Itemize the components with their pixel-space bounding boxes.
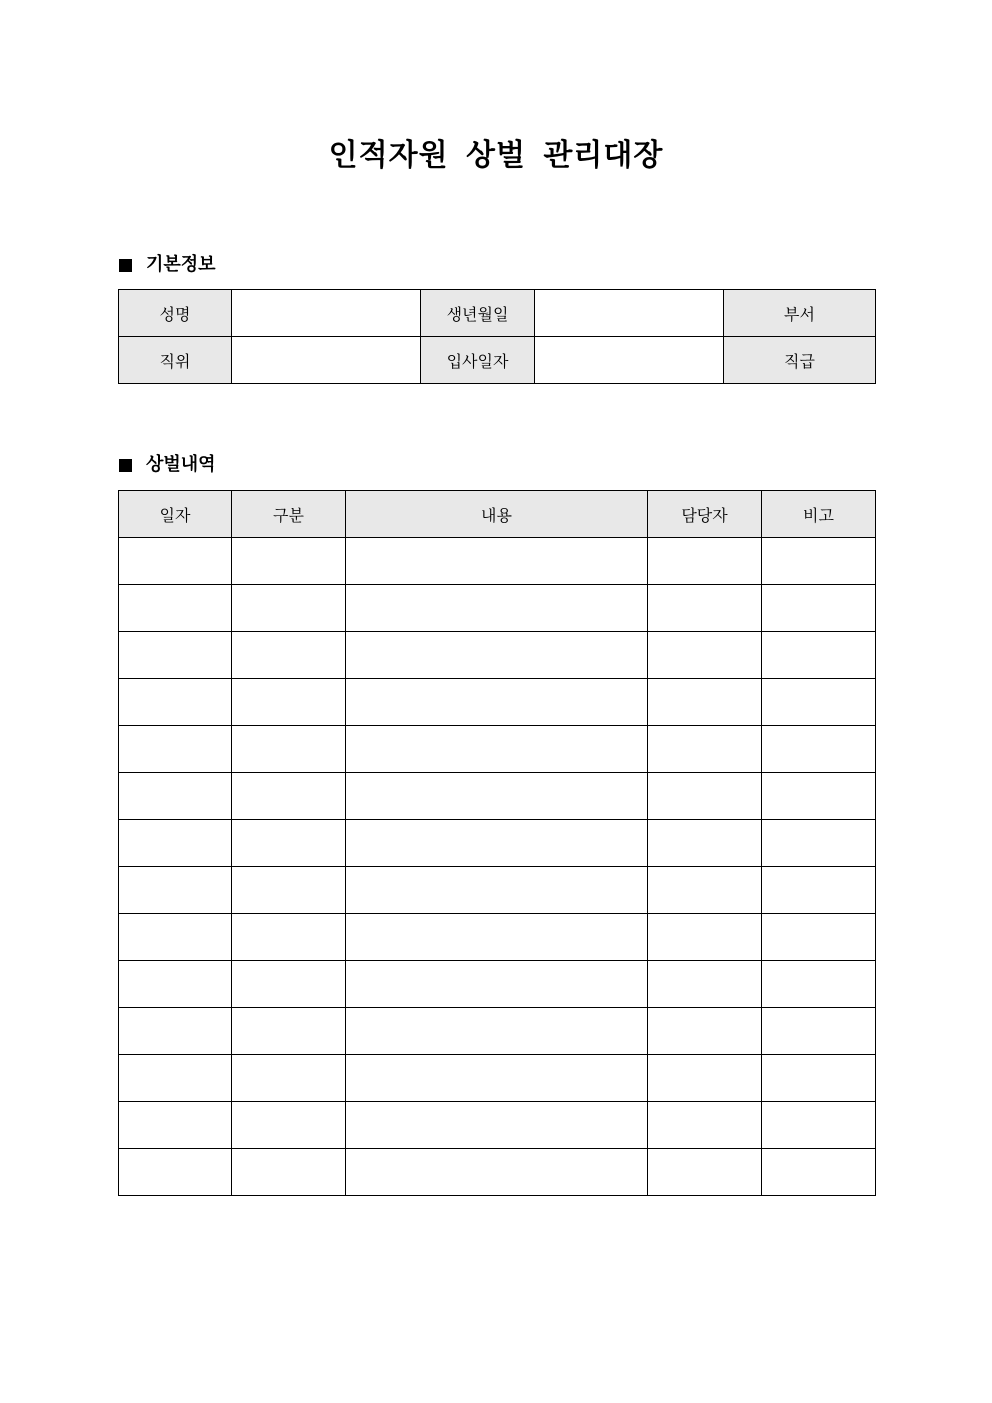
- category-cell[interactable]: [232, 726, 346, 773]
- category-cell[interactable]: [232, 632, 346, 679]
- date-cell[interactable]: [119, 820, 232, 867]
- remarks-cell[interactable]: [762, 773, 876, 820]
- column-header-category: 구분: [232, 491, 346, 538]
- history-body: [119, 538, 876, 1196]
- content-cell[interactable]: [346, 679, 648, 726]
- manager-cell[interactable]: [648, 1055, 762, 1102]
- content-cell[interactable]: [346, 1149, 648, 1196]
- date-cell[interactable]: [119, 632, 232, 679]
- table-row: [119, 632, 876, 679]
- content-cell[interactable]: [346, 961, 648, 1008]
- remarks-cell[interactable]: [762, 585, 876, 632]
- content-cell[interactable]: [346, 1008, 648, 1055]
- column-header-content: 내용: [346, 491, 648, 538]
- manager-cell[interactable]: [648, 632, 762, 679]
- content-cell[interactable]: [346, 585, 648, 632]
- category-cell[interactable]: [232, 773, 346, 820]
- category-cell[interactable]: [232, 1149, 346, 1196]
- remarks-cell[interactable]: [762, 914, 876, 961]
- content-cell[interactable]: [346, 726, 648, 773]
- table-row: [119, 538, 876, 585]
- remarks-cell[interactable]: [762, 538, 876, 585]
- category-cell[interactable]: [232, 914, 346, 961]
- manager-cell[interactable]: [648, 726, 762, 773]
- remarks-cell[interactable]: [762, 1102, 876, 1149]
- basic-info-heading: [119, 252, 216, 278]
- manager-cell[interactable]: [648, 538, 762, 585]
- manager-cell[interactable]: [648, 914, 762, 961]
- category-cell[interactable]: [232, 1008, 346, 1055]
- join-date-label: 입사일자: [421, 337, 535, 384]
- date-cell[interactable]: [119, 1055, 232, 1102]
- category-cell[interactable]: [232, 585, 346, 632]
- grade-label: 직급: [724, 337, 876, 384]
- content-cell[interactable]: [346, 820, 648, 867]
- basic-info-row: [119, 337, 876, 384]
- position-field[interactable]: [232, 337, 421, 384]
- square-bullet-icon: [119, 259, 132, 272]
- name-label: 성명: [119, 290, 232, 337]
- date-cell[interactable]: [119, 1149, 232, 1196]
- remarks-cell[interactable]: [762, 726, 876, 773]
- content-cell[interactable]: [346, 632, 648, 679]
- history-heading: [119, 452, 216, 478]
- remarks-cell[interactable]: [762, 679, 876, 726]
- table-row: [119, 1149, 876, 1196]
- remarks-cell[interactable]: [762, 632, 876, 679]
- remarks-cell[interactable]: [762, 867, 876, 914]
- category-cell[interactable]: [232, 679, 346, 726]
- history-heading-text: 상벌내역: [146, 454, 216, 475]
- manager-cell[interactable]: [648, 867, 762, 914]
- manager-cell[interactable]: [648, 773, 762, 820]
- department-label: 부서: [724, 290, 876, 337]
- category-cell[interactable]: [232, 1055, 346, 1102]
- manager-cell[interactable]: [648, 1008, 762, 1055]
- category-cell[interactable]: [232, 867, 346, 914]
- remarks-cell[interactable]: [762, 1008, 876, 1055]
- square-bullet-icon: [119, 459, 132, 472]
- remarks-cell[interactable]: [762, 961, 876, 1008]
- position-label: 직위: [119, 337, 232, 384]
- date-cell[interactable]: [119, 773, 232, 820]
- document-title: 인적자원 상벌 관리대장: [328, 138, 664, 173]
- category-cell[interactable]: [232, 1102, 346, 1149]
- table-row: [119, 961, 876, 1008]
- date-cell[interactable]: [119, 679, 232, 726]
- table-row: [119, 726, 876, 773]
- content-cell[interactable]: [346, 1102, 648, 1149]
- content-cell[interactable]: [346, 538, 648, 585]
- table-row: [119, 773, 876, 820]
- table-row: [119, 1055, 876, 1102]
- birth-date-label: 생년월일: [421, 290, 535, 337]
- remarks-cell[interactable]: [762, 1055, 876, 1102]
- basic-info-table: [118, 289, 876, 384]
- birth-date-field[interactable]: [535, 290, 724, 337]
- content-cell[interactable]: [346, 867, 648, 914]
- manager-cell[interactable]: [648, 585, 762, 632]
- date-cell[interactable]: [119, 867, 232, 914]
- column-header-remarks: 비고: [762, 491, 876, 538]
- content-cell[interactable]: [346, 773, 648, 820]
- basic-info-row: [119, 290, 876, 337]
- date-cell[interactable]: [119, 961, 232, 1008]
- name-field[interactable]: [232, 290, 421, 337]
- table-row: [119, 914, 876, 961]
- manager-cell[interactable]: [648, 961, 762, 1008]
- manager-cell[interactable]: [648, 1102, 762, 1149]
- date-cell[interactable]: [119, 726, 232, 773]
- table-row: [119, 1102, 876, 1149]
- table-row: [119, 820, 876, 867]
- table-row: [119, 585, 876, 632]
- history-header-row: [119, 491, 876, 538]
- content-cell[interactable]: [346, 914, 648, 961]
- content-cell[interactable]: [346, 1055, 648, 1102]
- table-row: [119, 1008, 876, 1055]
- category-cell[interactable]: [232, 961, 346, 1008]
- category-cell[interactable]: [232, 538, 346, 585]
- manager-cell[interactable]: [648, 679, 762, 726]
- remarks-cell[interactable]: [762, 1149, 876, 1196]
- table-row: [119, 867, 876, 914]
- date-cell[interactable]: [119, 914, 232, 961]
- column-header-manager: 담당자: [648, 491, 762, 538]
- category-cell[interactable]: [232, 820, 346, 867]
- join-date-field[interactable]: [535, 337, 724, 384]
- table-row: [119, 679, 876, 726]
- date-cell[interactable]: [119, 585, 232, 632]
- basic-info-heading-text: 기본정보: [146, 254, 216, 275]
- manager-cell[interactable]: [648, 820, 762, 867]
- history-table: [118, 490, 876, 1196]
- manager-cell[interactable]: [648, 1149, 762, 1196]
- date-cell[interactable]: [119, 538, 232, 585]
- remarks-cell[interactable]: [762, 820, 876, 867]
- date-cell[interactable]: [119, 1008, 232, 1055]
- column-header-date: 일자: [119, 491, 232, 538]
- date-cell[interactable]: [119, 1102, 232, 1149]
